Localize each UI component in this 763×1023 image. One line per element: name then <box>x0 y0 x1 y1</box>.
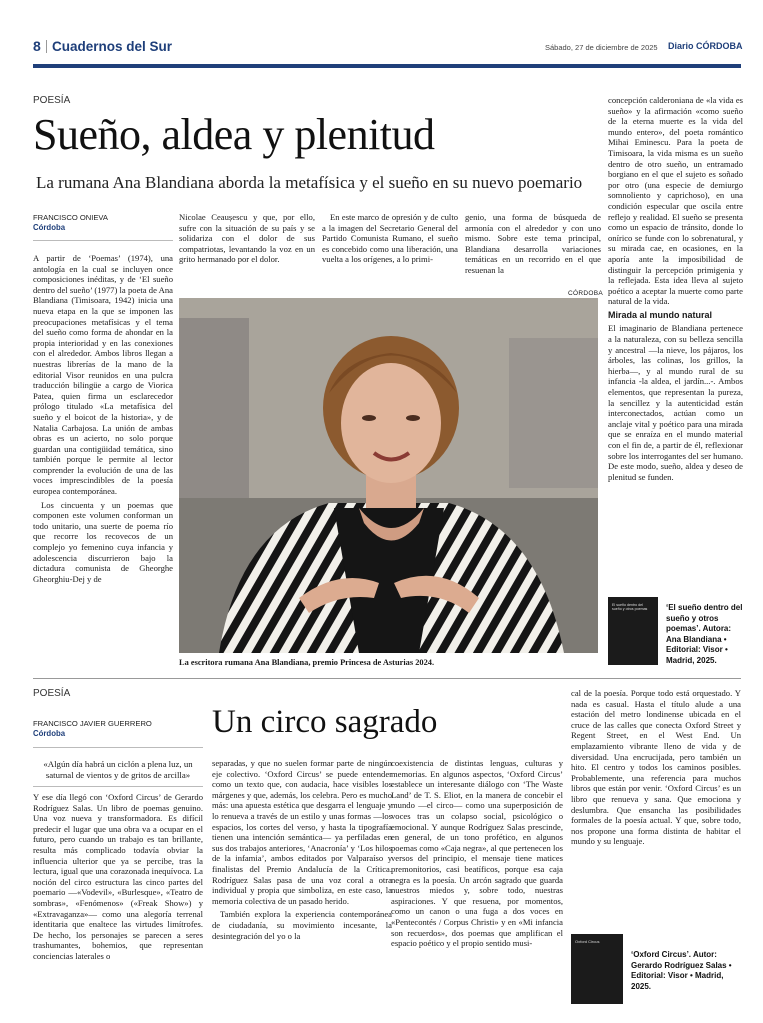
paragraph: El imaginario de Blandiana pertenece a la naturaleza, con su belleza sencilla y ancestral —la nieve, los pájaros, los árboles, las colinas, los grillos, la hierba—, y al mundo rural de su infancia -la aldea, el jardín...-. Ambos elementos, que representan la pureza, la sencillez y la autenticidad están interconectados, actúan como un anclaje vital y poético para una mirada que se enraíza en el mundo material con el fin de, a partir de él, reflexionar sobre los interrogantes del ser humano. De este modo, sueño, aldea y deseo de plenitud se funden. <box>608 323 743 482</box>
author-photo <box>179 298 598 653</box>
header-rule <box>33 64 741 68</box>
paragraph: También explora la experiencia contemporánea de ciudadanía, su movimiento incesante, la desintegración del yo o la <box>212 909 392 941</box>
headline: Sueño, aldea y plenitud <box>33 110 435 159</box>
quote-rule-top <box>33 747 203 748</box>
quote-rule-bottom <box>33 786 203 787</box>
photo-caption: La escritora rumana Ana Blandiana, premio Princesa de Asturias 2024. <box>179 658 435 667</box>
portrait-image <box>179 298 598 653</box>
article1-column-1 <box>33 253 173 665</box>
book-cover-2 <box>571 934 623 1004</box>
article1-column-5 <box>608 95 743 585</box>
subheadline: La rumana Ana Blandiana aborda la metafísica y el sueño en su nuevo poemario <box>36 173 583 192</box>
article-separator <box>33 678 741 679</box>
article2-column-2 <box>212 758 392 1014</box>
paragraph: coexistencia de distintas lenguas, culturas y memorias. En algunos aspectos, ‘Oxford Circus’ establece un interesante diálogo con ‘The Waste Land’ de T. S. Eliot, en la manera de concebir el mundo —el circo— como una superposición de voces tras un colapso social, psicológico o emocional. Y aunque Rodríguez Salas prescinde, en general, de un tono profético, en algunos poemas como «Caja negra», al que pertenecen los versos del principio, el mensaje tiene matices premonitorios, casi beatíficos, porque esa caja negra es la poesía. Un arcón sagrado que guarda nuestros miedos y, sobre todo, nuestras aspiraciones. Y que resuena, por momentos, como un canon o una fuga a dos voces en «Pentecontés / Corpus Christi» y en «Mi infancia son recuerdos», dos poemas que amplifican el espacio poético y el propio sentido musi- <box>391 758 563 949</box>
paragraph: concepción calderoniana de «la vida es sueño» y la afirmación «como sueño de la eterna muerte es la vida del mundo entero», del poeta romántico Mihai Eminescu. Para la poeta de Timisoara, la vida misma es un sueño dentro de otro sueño, un entramado borgiano en el que el sujeto es soñado por otro (una especie de demiurgo somnoliento y caprichoso), en una condición especular que oscila entre reflejo y realidad. El sueño se presenta como un espacio de tránsito, donde lo onírico se funde con lo sobrenatural, y su mirada cae, en ocasiones, en la aporía ante la imposibilidad de distinguir la percepción primigenia y la reflejada. Esta idea lleva al sujeto poético a aceptar la muerte como parte natural de la vida. <box>608 95 743 307</box>
paragraph: A partir de ‘Poemas’ (1974), una antología en la cual se incluyen once composiciones inéditas, y de ‘El sueño dentro del sueño’ (1977) la poeta de Ana Blandiana (Timisoara, 1942) inicia una nueva etapa en la que se imponen las preocupaciones metafísicas y el tema del sueño como forma de ahondar en la propia interioridad y en las conexiones con el alrededor. Ambos libros llegan a nuestras librerías de la mano de la editorial Visor reunidos en una pulcra traducción bilingüe a cargo de Viorica Patea, quien firma un esclarecedor prólogo titulado «La metafísica del sueño y el boicot de la historia», y de Natalia Carbajosa. La unión de ambas obras es un acierto, no solo porque guardan una contigüidad temática, sino también porque le permite al lector comprender la evolución de una de las voces imprescindibles de la poesía europea contemporánea. <box>33 253 173 497</box>
paragraph: genio, una forma de búsqueda de armonía con el alrededor y con uno mismo. Sobre este tema principal, Blandiana desarrolla variaciones temáticas en un recorrido en el que resuenan la <box>465 212 601 275</box>
kicker: POESÍA <box>33 95 71 106</box>
article2-column-1 <box>33 792 203 1014</box>
header-divider <box>46 40 47 53</box>
byline-city-2: Córdoba <box>33 729 66 738</box>
book-cover <box>608 597 658 665</box>
paragraph: separadas, y que no suelen formar parte de ningún eje colectivo. ‘Oxford Circus’ se puede entender como un texto que, con audacia, hace visibles los márgenes y que, además, los celebra. Pero es mucho más: una apuesta estética que desgarra el lenguaje y lo renueva a través de un estilo y unas formas —los espacios, los cortes del verso, y hasta la tipografía tienen una intención semántica— ya perfiladas en sus dos trabajos anteriores, ‘Anacronía’ y ‘Los hilos de la infamia’, ambos editados por Valparaíso y finalistas del Premio Andalucía de la Crítica. Rodríguez Salas pasa de una voz coral a otra individual y propia que simboliza, en este caso, la memoria colectiva de un pasado herido. <box>212 758 392 906</box>
pull-quote: «Algún día habrá un ciclón a plena luz, un saturnal de vientos y de gritos de arcilla» <box>43 759 193 780</box>
byline-rule <box>33 240 173 241</box>
article2-column-3 <box>391 758 563 1014</box>
issue-date: Sábado, 27 de diciembre de 2025 <box>545 43 658 52</box>
headline-2: Un circo sagrado <box>212 704 438 740</box>
newspaper-name: Diario CÓRDOBA <box>668 41 743 51</box>
byline-author: FRANCISCO ONIEVA <box>33 213 108 222</box>
paragraph: Los cincuenta y un poemas que componen este volumen conforman un todo unitario, una suerte de poema río que recorre los recovecos de un complejo yo femenino cuya infancia y adolescencia discurrieron bajo la dictadura comunista de Gheorghe Gheorghiu-Dej y de <box>33 499 173 584</box>
book-info-2: ‘Oxford Circus’. Autor: Gerardo Rodríguez Salas • Editorial: Visor • Madrid, 2025. <box>631 950 732 991</box>
section-title: Cuadernos del Sur <box>52 39 173 54</box>
page-number: 8 <box>33 38 41 54</box>
article2-column-4 <box>571 688 741 920</box>
article1-column-3 <box>322 212 458 278</box>
book-info: ‘El sueño dentro del sueño y otros poemas’. Autora: Ana Blandiana • Editorial: Visor • Madrid, 2025. <box>666 603 743 665</box>
kicker-2: POESÍA <box>33 688 71 699</box>
article1-column-2 <box>179 212 315 278</box>
byline-author-2: FRANCISCO JAVIER GUERRERO <box>33 719 152 728</box>
book-cover-title: Oxford Circus <box>575 939 600 944</box>
section-heading: Mirada al mundo natural <box>608 309 713 320</box>
photo-credit: CÓRDOBA <box>568 290 603 297</box>
paragraph: Y ese día llegó con ‘Oxford Circus’ de Gerardo Rodríguez Salas. Un libro de poemas genuino. Una voz nueva y transformadora. Es difícil predecir el lugar que una obra va a ocupar en el futuro, pero cuando un trabajo es tan brillante, resulta más complicado todavía obviar la influencia ulterior que ya se percibe, tras la lectura, igual que una corazonada inequívoca. La noción del circo estructura las cinco partes del poemario —«Vodevil», «Burlesque», «Teatro de sombras», «Fenómenos» («Freak Show») y «Extravaganza»— como una alegoría terrenal identitaria que enaltece las virtudes limítrofes. De hecho, los personajes se parecen a seres trashumantes, bohemios, que representan conciencias laterales o <box>33 792 203 961</box>
paragraph: En este marco de opresión y de culto a la imagen del Secretario General del Partido Comunista Rumano, el sueño es concebido como una liberación, una vuelta a los orígenes, a lo primi- <box>322 212 458 265</box>
paragraph: Nicolae Ceaușescu y que, por ello, sufre con la situación de su país y se solidariza con el dolor de sus compatriotas, levantando la voz en un grito hermanado por el dolor. <box>179 212 315 265</box>
book-cover-title: El sueño dentro del sueño y otros poemas <box>612 603 648 611</box>
article1-column-4 <box>465 212 601 278</box>
byline-city: Córdoba <box>33 223 66 232</box>
paragraph: cal de la poesía. Porque todo está orquestado. Y nada es casual. Hasta el título alude a una estación del metro londinense ubicada en el cruce de las calles que conecta Oxford Street y Regent Street, en el West End. Un emplazamiento vibrante lleno de vida y de diversidad. Una encrucijada, pero también un hito. El centro y todos los caminos posibles. Probablemente, una referencia para muchos libros que están por venir. ‘Oxford Circus’ es un libro que renueva y sana. Que emociona y deslumbra. Que ensancha las posibilidades formales de la poesía actual. Y que, sobre todo, nos propone una forma distinta de habitar el mundo y su lenguaje. <box>571 688 741 847</box>
